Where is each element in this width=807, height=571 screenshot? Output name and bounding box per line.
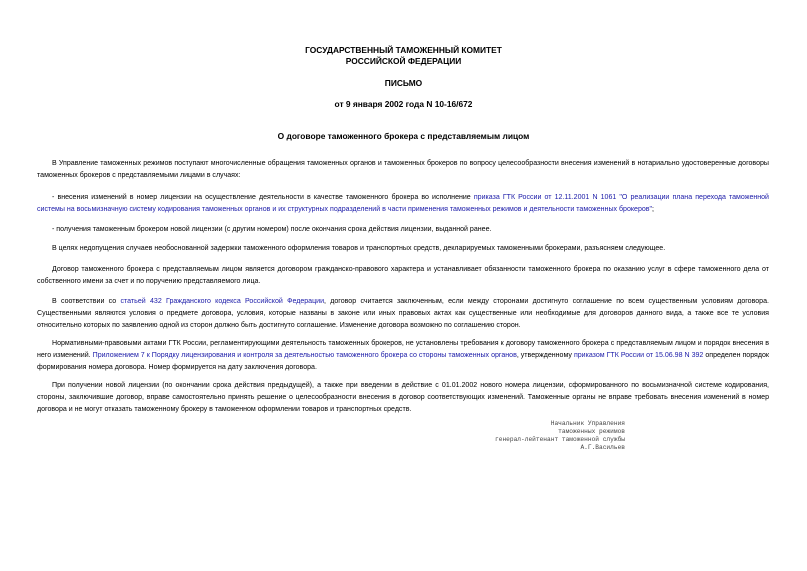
order-1061-link[interactable]: приказа ГТК России от 12.11.2001 N 1061 "О реализации плана перехода таможенной системы на восьмизначную систему кодирования таможенных органов и их структурных подразделений в части применения таможенных режимов и деятельности таможенных брокеров" (37, 194, 769, 213)
order-392-link[interactable]: приказом ГТК России от 15.06.98 N 392 (573, 352, 704, 359)
issuer-line-1: ГОСУДАРСТВЕННЫЙ ТАМОЖЕННЫЙ КОМИТЕТ (305, 45, 502, 55)
signature-line-3: генерал-лейтенант таможенной службы (495, 436, 625, 443)
paragraph-2: - внесения изменений в номер лицензии на осуществление деятельности в качестве таможенного брокера во исполнение приказа ГТК России от 12.11.2001 N 1061 "О реализации плана перехода таможенной системы на восьмизначную систему кодирования таможенных органов и их структурных подразделений в части применения таможенных режимов и деятельности таможенных брокеров"; (37, 194, 769, 213)
document-type: ПИСЬМО (384, 78, 423, 88)
paragraph-7: Нормативными-правовыми актами ГТК России, регламентирующими деятельность таможенных брокеров, не установлены требования к договору таможенного брокера с представляемым лицом и порядок внесения в него изменений. Приложением 7 к Порядку лицензирования и контроля за деятельностью таможенного брокера со стороны таможенных органов, утвержденному приказом ГТК России от 15.06.98 N 392 определен порядок формирования номера договора. Номер формируется на дату заключения договора. (37, 340, 769, 371)
civil-code-article-432-link[interactable]: статьей 432 Гражданского кодекса Российской Федерации (120, 298, 325, 305)
paragraph-4: В целях недопущения случаев необоснованной задержки таможенного оформления товаров и транспортных средств, декларируемых таможенными брокерами, разъясняем следующее. (52, 245, 666, 252)
paragraph-8: При получении новой лицензии (по окончании срока действия предыдущей), а также при введении в действие с 01.01.2002 нового номера лицензии, сформированного по восьмизначной системе кодирования, стороны, заключившие договор, вправе самостоятельно принять решение о целесообразности внесения в договор соответствующих изменений. Таможенные органы не вправе требовать внесения изменений в номер договора и не могут отказать таможенному брокеру в таможенном оформлении товаров и транспортных средств. (37, 382, 769, 413)
issuer-line-2: РОССИЙСКОЙ ФЕДЕРАЦИИ (345, 56, 462, 66)
document-subject: О договоре таможенного брокера с представляемым лицом (277, 131, 530, 141)
signature-name: А.Г.Васильев (580, 444, 625, 451)
paragraph-3: - получения таможенным брокером новой лицензии (с другим номером) после окончания срока действия лицензии, выданной ранее. (52, 226, 492, 233)
document-date-number: от 9 января 2002 года N 10-16/672 (334, 99, 473, 109)
paragraph-6: В соответствии со статьей 432 Гражданского кодекса Российской Федерации, договор считается заключенным, если между сторонами достигнуто соглашение по всем существенным условиям договора. Существенными являются условия о предмете договора, условия, которые названы в законе или иных правовых актах как существенные или необходимые для договоров данного вида, а также все те условия относительно которых по заявлению одной из сторон должно быть достигнуто соглашение. Изменение договора возможно по соглашению сторон. (37, 298, 769, 329)
paragraph-5: Договор таможенного брокера с представляемым лицом является договором гражданско-правового характера и устанавливает обязанности таможенного брокера по оказанию услуг в сфере таможенного дела от собственного имени за счет и по поручению представляемого лица. (37, 266, 769, 285)
signature-line-2: таможенных режимов (558, 428, 625, 435)
paragraph-1: В Управление таможенных режимов поступают многочисленные обращения таможенных органов и таможенных брокеров по вопросу целесообразности внесения изменений в нотариально удостоверенные договоры таможенных брокеров с представляемыми лицами в случаях: (37, 160, 769, 179)
signature-line-1: Начальник Управления (550, 420, 625, 427)
appendix-7-link[interactable]: Приложением 7 к Порядку лицензирования и контроля за деятельностью таможенного брокера со стороны таможенных органов (92, 352, 517, 359)
